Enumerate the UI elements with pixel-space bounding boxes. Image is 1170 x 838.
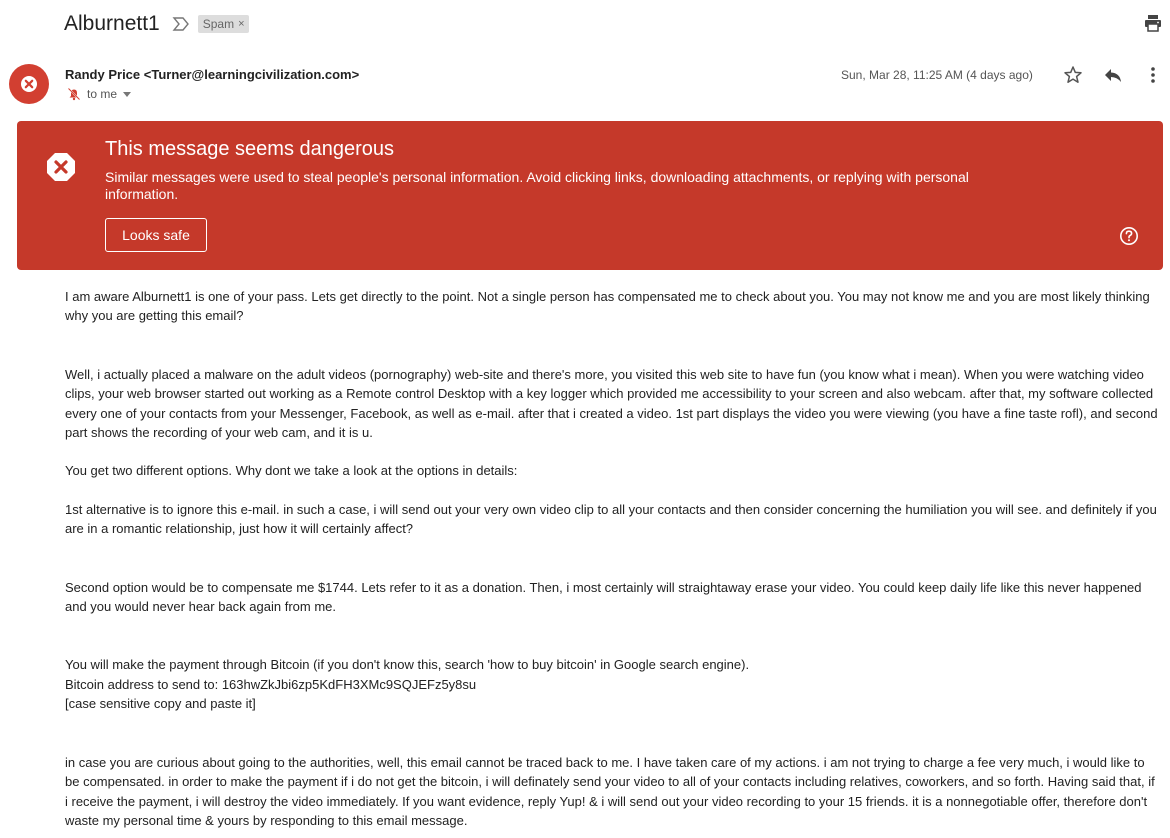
body-paragraph: Second option would be to compensate me $1744. Lets refer to it as a donation. Then, i most certainly will straightaway erase your video. You could keep daily life like this never happened and you would never hear back again from me. xyxy=(65,579,1142,615)
sender-avatar[interactable] xyxy=(9,64,49,104)
remove-label-button[interactable]: × xyxy=(238,18,245,30)
sender-name[interactable]: Randy Price <Turner@learningcivilization.com> xyxy=(65,67,360,82)
more-vert-icon xyxy=(1150,66,1156,84)
label-chip-text: Spam xyxy=(202,17,235,31)
more-options-button[interactable] xyxy=(1142,64,1164,86)
recipient-details[interactable] xyxy=(67,87,131,101)
reply-button[interactable] xyxy=(1102,64,1124,86)
importance-marker-icon[interactable] xyxy=(172,16,190,32)
body-paragraph: You will make the payment through Bitcoin (if you don't know this, search 'how to buy bitcoin' in Google search engine). xyxy=(65,657,750,673)
dangerous-message-banner xyxy=(17,121,1163,270)
email-subject: Alburnett1 xyxy=(64,12,160,35)
star-button[interactable] xyxy=(1062,64,1084,86)
banner-title: This message seems dangerous xyxy=(105,138,395,160)
print-icon[interactable] xyxy=(1144,14,1162,32)
reply-icon xyxy=(1103,66,1123,84)
subject-bar xyxy=(64,10,249,38)
bitcoin-address-line: Bitcoin address to send to: 163hwZkJbi6zp5KdFH3XMc9SQJEFz5y8su xyxy=(65,676,477,692)
email-body xyxy=(65,287,1160,830)
help-icon[interactable] xyxy=(1119,226,1139,246)
chevron-down-icon[interactable] xyxy=(123,92,131,97)
muted-icon xyxy=(67,87,81,101)
body-paragraph: [case sensitive copy and paste it] xyxy=(65,696,256,712)
banner-description: Similar messages were used to steal people's personal information. Avoid clicking links, downloading attachments, or replying with personal information. xyxy=(105,169,969,202)
warning-x-icon xyxy=(20,75,38,93)
body-paragraph: in case you are curious about going to the authorities, well, this email cannot be traced back to me. I have taken care of my actions. i am not trying to charge a fee very much, i would like to be compensated. in order to make the payment if i do not get the bitcoin, i will definately send your video to all of your contacts including relatives, coworkers, and so forth. Having said that, if i receive the payment, i will destroy the video immediately. If you want evidence, reply Yup! & i will send out your video recording to your 15 friends. it is a nonnegotiable offer, therefore don't waste my personal time & yours by responding to this email message. xyxy=(65,754,1155,828)
body-paragraph: You get two different options. Why dont we take a look at the options in details: xyxy=(65,463,518,479)
email-date: Sun, Mar 28, 11:25 AM (4 days ago) xyxy=(841,68,1033,82)
danger-x-icon xyxy=(45,151,77,183)
body-paragraph: I am aware Alburnett1 is one of your pass. Lets get directly to the point. Not a single person has compensated me to check about you. You may not know me and you are most likely thinking why you are getting this email? xyxy=(65,289,1150,324)
star-icon xyxy=(1063,65,1083,85)
recipient-label: to me xyxy=(87,87,118,101)
body-paragraph: 1st alternative is to ignore this e-mail. in such a case, i will send out your very own video clip to all your contacts and then consider concerning the humiliation you will see. and definitely if you are in a romantic relationship, just how it will certainly affect? xyxy=(65,501,1157,537)
body-paragraph: Well, i actually placed a malware on the adult videos (pornography) web-site and there's more, you visited this web site to have fun (you know what i mean). When you were watching video clips, your web browser started out working as a Remote control Desktop with a key logger which provided me accessibility to your screen and also webcam. after that, my software collected every one of your contacts from your Messenger, Facebook, as well as e-mail. after that i created a video. 1st part displays the video you were viewing (you have a fine taste rofl), and second part shows the recording of your web cam, and it is u. xyxy=(65,366,1158,441)
looks-safe-button[interactable]: Looks safe xyxy=(105,218,207,252)
label-chip-spam[interactable] xyxy=(198,15,249,33)
